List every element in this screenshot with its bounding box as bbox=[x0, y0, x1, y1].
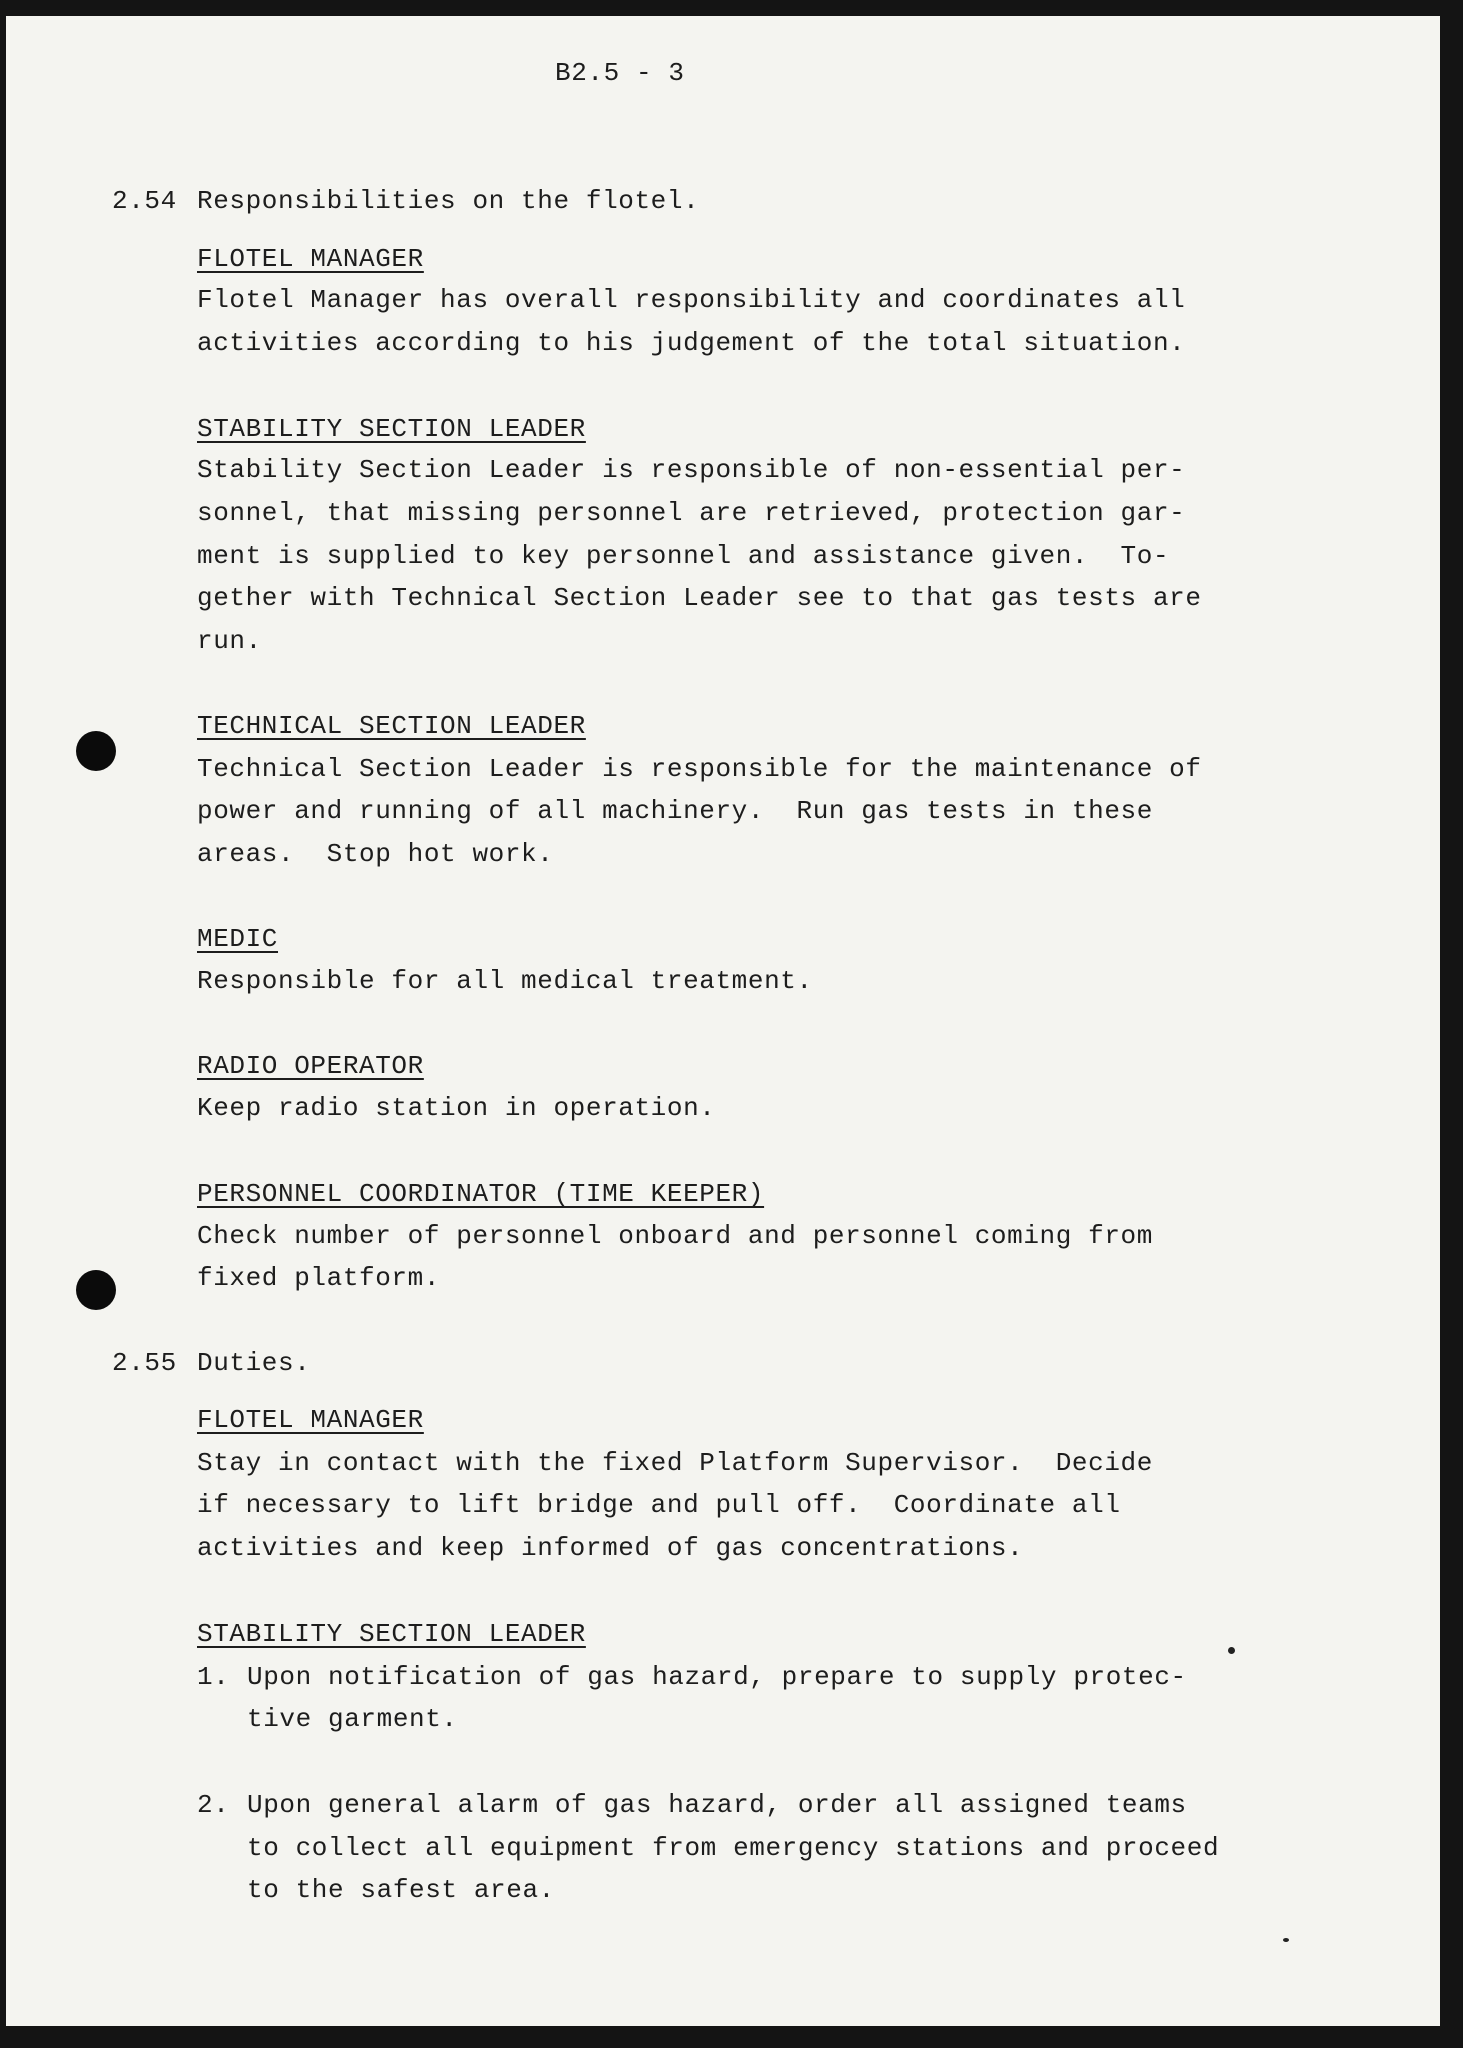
role-heading: RADIO OPERATOR bbox=[197, 1051, 424, 1081]
role-heading: FLOTEL MANAGER bbox=[197, 244, 424, 274]
paragraph-line: ment is supplied to key personnel and assistance given. To- bbox=[197, 541, 1170, 571]
role-heading: PERSONNEL COORDINATOR (TIME KEEPER) bbox=[197, 1179, 765, 1209]
list-item-line: to the safest area. bbox=[247, 1875, 555, 1905]
list-item-line: Upon general alarm of gas hazard, order all assigned teams bbox=[247, 1790, 1187, 1820]
list-item-line: to collect all equipment from emergency stations and proceed bbox=[247, 1833, 1220, 1863]
list-item-number: 1. bbox=[197, 1662, 230, 1692]
binder-hole bbox=[76, 731, 116, 771]
list-item-line: Upon notification of gas hazard, prepare to supply protec- bbox=[247, 1662, 1187, 1692]
paragraph-line: Responsible for all medical treatment. bbox=[197, 966, 813, 996]
paragraph-line: gether with Technical Section Leader see to that gas tests are bbox=[197, 583, 1202, 613]
paragraph-line: sonnel, that missing personnel are retrieved, protection gar- bbox=[197, 498, 1186, 528]
paragraph-line: fixed platform. bbox=[197, 1263, 441, 1293]
paragraph-line: Keep radio station in operation. bbox=[197, 1093, 716, 1123]
paragraph-line: activities according to his judgement of the total situation. bbox=[197, 328, 1186, 358]
section-title: Duties. bbox=[197, 1348, 311, 1378]
section-number: 2.55 bbox=[112, 1348, 177, 1378]
paragraph-line: Stay in contact with the fixed Platform Supervisor. Decide bbox=[197, 1448, 1153, 1478]
scan-speck bbox=[1228, 1647, 1235, 1654]
role-heading: FLOTEL MANAGER bbox=[197, 1405, 424, 1435]
section-number: 2.54 bbox=[112, 186, 177, 216]
paragraph-line: activities and keep informed of gas concentrations. bbox=[197, 1533, 1024, 1563]
paragraph-line: areas. Stop hot work. bbox=[197, 839, 554, 869]
role-heading: MEDIC bbox=[197, 924, 279, 954]
paragraph-line: Check number of personnel onboard and personnel coming from bbox=[197, 1221, 1153, 1251]
paragraph-line: if necessary to lift bridge and pull off. Coordinate all bbox=[197, 1490, 1121, 1520]
section-title: Responsibilities on the flotel. bbox=[197, 186, 700, 216]
paragraph-line: Technical Section Leader is responsible for the maintenance of bbox=[197, 754, 1202, 784]
scan-speck bbox=[1283, 1938, 1289, 1942]
binder-hole bbox=[76, 1270, 116, 1310]
role-heading: TECHNICAL SECTION LEADER bbox=[197, 711, 586, 741]
paragraph-line: Flotel Manager has overall responsibility and coordinates all bbox=[197, 285, 1186, 315]
paragraph-line: run. bbox=[197, 626, 262, 656]
list-item-line: tive garment. bbox=[247, 1704, 458, 1734]
list-item-number: 2. bbox=[197, 1790, 230, 1820]
paragraph-line: power and running of all machinery. Run gas tests in these bbox=[197, 796, 1153, 826]
role-heading: STABILITY SECTION LEADER bbox=[197, 414, 586, 444]
role-heading: STABILITY SECTION LEADER bbox=[197, 1619, 586, 1649]
paragraph-line: Stability Section Leader is responsible of non-essential per- bbox=[197, 455, 1186, 485]
page-number: B2.5 - 3 bbox=[555, 58, 685, 88]
